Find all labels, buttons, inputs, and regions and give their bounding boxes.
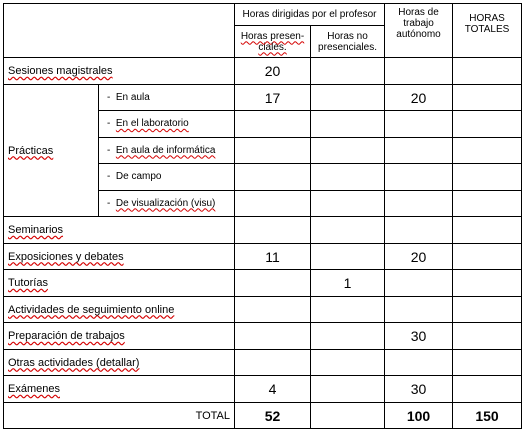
subrow-label-cell: - En el laboratorio xyxy=(99,111,235,138)
hours-table xyxy=(3,3,522,429)
no-presenciales-cell: 1 xyxy=(311,270,385,297)
table-row xyxy=(4,323,522,350)
subrow-label-cell: - En aula de informática xyxy=(99,138,235,164)
no-presenciales-cell xyxy=(311,323,385,350)
row-label: Preparación de trabajos xyxy=(8,330,125,342)
row-label-cell xyxy=(4,270,235,297)
subrow-label-cell: - De campo xyxy=(99,164,235,191)
autonomo-cell: 20 xyxy=(385,244,453,270)
presenciales-cell: 4 xyxy=(235,376,311,403)
presenciales-cell xyxy=(235,350,311,376)
autonomo-cell xyxy=(385,297,453,323)
row-label: Prácticas xyxy=(8,144,54,157)
totales-cell xyxy=(453,350,522,376)
presenciales-cell: 20 xyxy=(235,58,311,85)
presenciales-cell xyxy=(235,297,311,323)
row-label-cell xyxy=(4,350,235,376)
row-label-cell xyxy=(4,58,235,85)
total-autonomo-cell: 100 xyxy=(385,403,453,429)
presenciales-cell xyxy=(235,138,311,164)
autonomo-cell xyxy=(385,270,453,297)
table-row xyxy=(4,270,522,297)
header-autonomo-label: Horas de trabajo autónomo xyxy=(396,7,441,40)
no-presenciales-cell xyxy=(311,217,385,244)
totales-cell xyxy=(453,323,522,350)
header-group-cell xyxy=(235,4,385,26)
row-label-cell xyxy=(4,244,235,270)
table-row xyxy=(4,217,522,244)
subrow-label-cell: - En aula xyxy=(99,85,235,111)
total-label: TOTAL xyxy=(195,409,230,422)
autonomo-cell xyxy=(385,191,453,217)
header-presenciales-cell xyxy=(235,26,311,58)
table-row xyxy=(4,58,522,85)
total-presenciales-cell: 52 xyxy=(235,403,311,429)
header-totales-label: HORAS TOTALES xyxy=(464,13,510,35)
no-presenciales-cell xyxy=(311,138,385,164)
presenciales-cell xyxy=(235,111,311,138)
row-label-cell xyxy=(4,85,99,217)
header-totales-cell xyxy=(453,4,522,58)
row-label: Tutorías xyxy=(8,277,48,289)
total-row xyxy=(4,403,522,429)
presenciales-cell: 17 xyxy=(235,85,311,111)
subrow-label: En aula de informática xyxy=(115,144,216,156)
row-label: Sesiones magistrales xyxy=(8,65,113,77)
autonomo-cell xyxy=(385,350,453,376)
autonomo-cell: 30 xyxy=(385,323,453,350)
totales-cell xyxy=(453,376,522,403)
totales-cell xyxy=(453,58,522,85)
no-presenciales-cell xyxy=(311,376,385,403)
totales-cell xyxy=(453,138,522,164)
presenciales-cell xyxy=(235,270,311,297)
presenciales-cell xyxy=(235,191,311,217)
totales-cell xyxy=(453,111,522,138)
autonomo-cell: 20 xyxy=(385,85,453,111)
subrow-label-cell: - De visualización (visu) xyxy=(99,191,235,217)
table-row xyxy=(4,350,522,376)
presenciales-cell xyxy=(235,217,311,244)
row-label-cell xyxy=(4,297,235,323)
presenciales-cell xyxy=(235,323,311,350)
header-presenciales-label: Horas presen-ciales. xyxy=(240,30,305,53)
row-label: Otras actividades (detallar) xyxy=(8,356,140,369)
row-label-cell xyxy=(4,323,235,350)
autonomo-cell: 30 xyxy=(385,376,453,403)
row-label: Exámenes xyxy=(8,383,60,395)
totales-cell xyxy=(453,85,522,111)
header-group-label: Horas dirigidas por el profesor xyxy=(242,9,377,20)
row-label-cell xyxy=(4,376,235,403)
no-presenciales-cell xyxy=(311,111,385,138)
total-totales-cell: 150 xyxy=(453,403,522,429)
presenciales-cell: 11 xyxy=(235,244,311,270)
subrow-label: De visualización (visu) xyxy=(115,197,216,209)
row-label: Exposiciones y debates xyxy=(8,250,124,263)
table-row xyxy=(4,85,522,111)
totales-cell xyxy=(453,191,522,217)
row-label-cell xyxy=(4,217,235,244)
hours-table-container xyxy=(3,3,521,432)
row-label: Actividades de seguimiento online xyxy=(8,303,175,316)
subrow-label: De campo xyxy=(115,171,162,182)
totales-cell xyxy=(453,297,522,323)
no-presenciales-cell xyxy=(311,297,385,323)
header-no-presenciales-label: Horas no presenciales. xyxy=(318,30,377,53)
autonomo-cell xyxy=(385,164,453,191)
no-presenciales-cell xyxy=(311,350,385,376)
subrow-label: En aula xyxy=(115,91,150,103)
totales-cell xyxy=(453,270,522,297)
header-blank-cell xyxy=(4,4,235,58)
no-presenciales-cell xyxy=(311,164,385,191)
total-label-cell xyxy=(4,403,235,429)
row-label: Seminarios xyxy=(8,224,64,236)
no-presenciales-cell xyxy=(311,85,385,111)
no-presenciales-cell xyxy=(311,58,385,85)
total-no-presenciales-cell xyxy=(311,403,385,429)
subrow-label: En el laboratorio xyxy=(115,118,189,129)
no-presenciales-cell xyxy=(311,191,385,217)
table-row xyxy=(4,244,522,270)
autonomo-cell xyxy=(385,58,453,85)
autonomo-cell xyxy=(385,111,453,138)
autonomo-cell xyxy=(385,138,453,164)
presenciales-cell xyxy=(235,164,311,191)
table-row xyxy=(4,376,522,403)
header-autonomo-cell xyxy=(385,4,453,58)
totales-cell xyxy=(453,244,522,270)
header-no-presenciales-cell xyxy=(311,26,385,58)
table-row xyxy=(4,297,522,323)
no-presenciales-cell xyxy=(311,244,385,270)
autonomo-cell xyxy=(385,217,453,244)
totales-cell xyxy=(453,217,522,244)
totales-cell xyxy=(453,164,522,191)
